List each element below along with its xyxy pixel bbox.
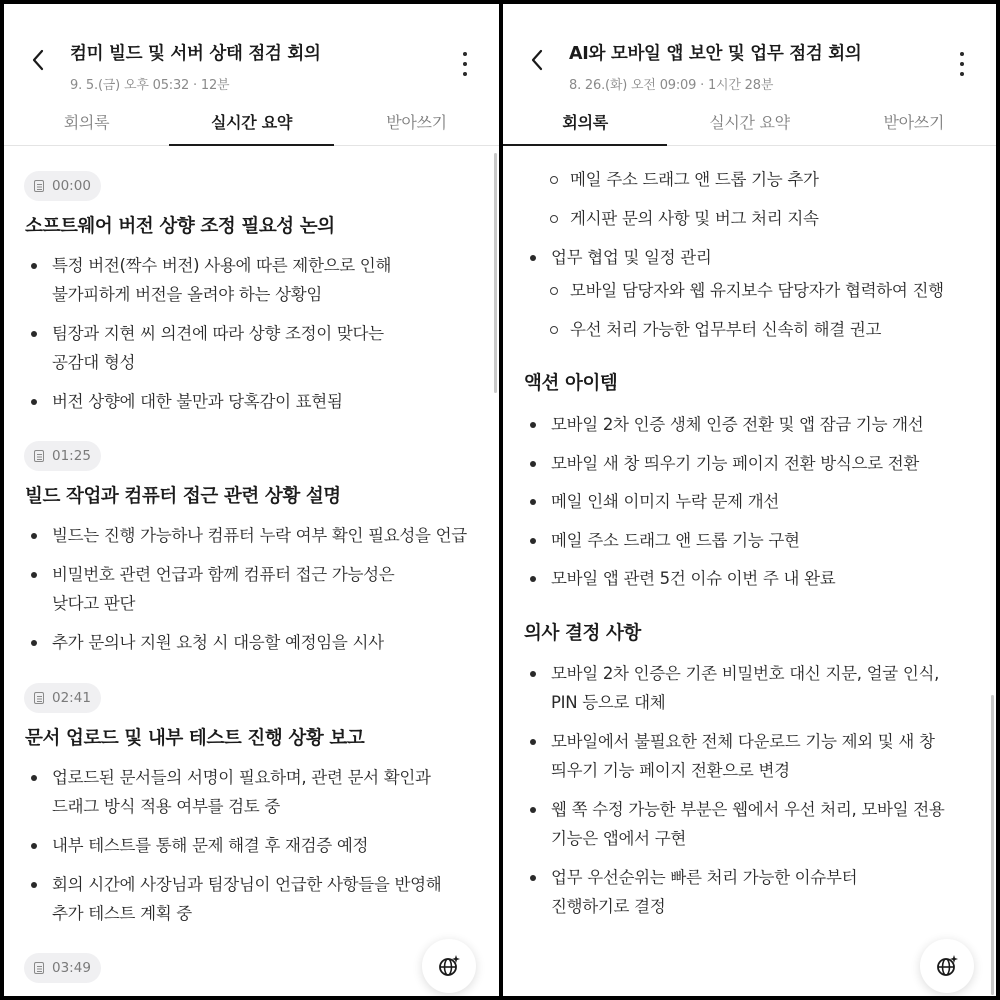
sub-bullet [570, 315, 881, 344]
bullet-dot [31, 399, 37, 405]
action-item [551, 487, 779, 516]
action-item [551, 526, 800, 555]
bullet-dot [31, 775, 37, 781]
summary-bullet [52, 831, 368, 860]
bullet-dot [550, 326, 558, 334]
bullet-line: 우선 처리 가능한 업무부터 신속히 해결 권고 [570, 320, 882, 339]
bullet-dot [530, 807, 536, 813]
bullet-line: 드래그 방식 적용 여부를 검토 중 [52, 797, 281, 816]
bullet-line: 공감대 형성 [52, 353, 136, 372]
action-items-title: 액션 아이템 [524, 373, 618, 394]
translate-fab[interactable] [920, 939, 974, 993]
summary-bullet [52, 319, 384, 377]
document-icon [34, 180, 44, 192]
tab-live-summary[interactable]: 실시간 요약 [169, 104, 334, 145]
minutes-content[interactable] [503, 147, 996, 996]
timestamp-text: 03:49 [52, 960, 91, 976]
bullet-line: 모바일 새 창 띄우기 기능 페이지 전환 방식으로 전환 [551, 453, 919, 473]
bullet-line: 메일 주소 드래그 앤 드롭 기능 구현 [551, 530, 800, 550]
bullet-line: 업무 우선순위는 빠른 처리 가능한 이슈부터 [551, 868, 858, 887]
summary-bullet [52, 521, 467, 550]
bullet-line: 모바일 담당자와 웹 유지보수 담당자가 협력하여 진행 [570, 281, 944, 300]
bullet-line: 빌드는 진행 가능하나 컴퓨터 누락 여부 확인 필요성을 언급 [52, 526, 467, 545]
bullet-dot [530, 671, 536, 677]
meeting-subtitle: 8. 26.(화) 오전 09:09 · 1시간 28분 [569, 78, 774, 93]
bullet-line: 모바일 2차 인증은 기존 비밀번호 대신 지문, 얼굴 인식, [551, 664, 940, 683]
bullet-line: 진행하기로 결정 [551, 897, 666, 916]
sub-bullet [570, 165, 819, 194]
bullet-dot [31, 882, 37, 888]
summary-bullet [52, 870, 441, 928]
bullet-line: 모바일에서 불필요한 전체 다운로드 기능 제외 및 새 창 [551, 732, 935, 751]
action-item [551, 449, 919, 478]
more-vertical-icon[interactable] [453, 50, 477, 78]
more-vertical-icon[interactable] [950, 50, 974, 78]
scrollbar[interactable] [991, 695, 994, 995]
bullet-dot [31, 263, 37, 269]
meeting-title: AI와 모바일 앱 보안 및 업무 점검 회의 [569, 44, 862, 64]
bullet-line: 버전 상향에 대한 불만과 당혹감이 표현됨 [52, 392, 343, 411]
bullet-line: 업로드된 문서들의 서명이 필요하며, 관련 문서 확인과 [52, 768, 431, 787]
decision-item [551, 863, 857, 921]
decision-item [551, 795, 945, 853]
tab-minutes[interactable]: 회의록 [503, 104, 667, 145]
summary-content[interactable] [4, 147, 499, 996]
tab-live-summary[interactable]: 실시간 요약 [709, 113, 790, 132]
bullet-line: 비밀번호 관련 언급과 함께 컴퓨터 접근 가능성은 [52, 565, 395, 584]
chevron-left-icon [30, 48, 46, 72]
back-button[interactable] [523, 46, 551, 74]
bullet-dot [530, 255, 536, 261]
bullet-line: 낮다고 판단 [52, 594, 136, 613]
bullet-dot [550, 215, 558, 223]
summary-bullet [52, 387, 343, 416]
document-icon [34, 692, 44, 704]
right-screen [503, 4, 996, 996]
sub-bullet [570, 204, 819, 233]
chevron-left-icon [529, 48, 545, 72]
translate-fab[interactable] [422, 939, 476, 993]
bullet-line: 띄우기 기능 페이지 전환으로 변경 [551, 761, 790, 780]
action-item [551, 410, 923, 439]
left-screen [4, 4, 499, 996]
bullet-dot [31, 843, 37, 849]
bullet-line: 웹 쪽 수정 가능한 부분은 웹에서 우선 처리, 모바일 전용 [551, 800, 945, 819]
timestamp-chip[interactable] [24, 683, 101, 713]
bullet-dot [530, 461, 536, 467]
summary-bullet [52, 560, 394, 618]
bullet-dot [31, 640, 37, 646]
bullet-dot [31, 331, 37, 337]
timestamp-chip[interactable] [24, 171, 101, 201]
timestamp-chip[interactable] [24, 953, 101, 983]
bullet-dot [530, 538, 536, 544]
section-title: 빌드 작업과 컴퓨터 접근 관련 상황 설명 [25, 486, 341, 507]
bullet-dot [550, 287, 558, 295]
timestamp-chip[interactable] [24, 441, 101, 471]
tab-transcript[interactable]: 받아쓰기 [386, 113, 447, 132]
meeting-title: 컴미 빌드 및 서버 상태 점검 회의 [70, 44, 321, 64]
decisions-title: 의사 결정 사항 [524, 623, 641, 644]
bullet-dot [31, 533, 37, 539]
main-bullet [551, 243, 712, 272]
timestamp-text: 00:00 [52, 178, 91, 194]
bullet-line: 특정 버전(짝수 버전) 사용에 따른 제한으로 인해 [52, 256, 392, 275]
meeting-subtitle: 9. 5.(금) 오후 05:32 · 12분 [70, 78, 230, 93]
bullet-dot [530, 875, 536, 881]
bullet-line: 팀장과 지현 씨 의견에 따라 상향 조정이 맞다는 [52, 324, 384, 343]
scrollbar[interactable] [494, 153, 497, 393]
bullet-line: 모바일 앱 관련 5건 이슈 이번 주 내 완료 [551, 569, 836, 589]
bullet-line: 회의 시간에 사장님과 팀장님이 언급한 사항들을 반영해 [52, 875, 442, 894]
bullet-dot [530, 576, 536, 582]
summary-bullet [52, 628, 384, 657]
bullet-line: 모바일 2차 인증 생체 인증 전환 및 앱 잠금 기능 개선 [551, 415, 924, 434]
tab-transcript[interactable]: 받아쓰기 [883, 113, 945, 132]
bullet-line: 게시판 문의 사항 및 버그 처리 지속 [570, 209, 819, 228]
bullet-line: 기능은 앱에서 구현 [551, 829, 687, 848]
bullet-dot [530, 499, 536, 505]
back-button[interactable] [24, 46, 52, 74]
summary-bullet [52, 763, 431, 821]
bullet-line: 업무 협업 및 일정 관리 [551, 248, 712, 267]
tab-minutes[interactable]: 회의록 [63, 113, 110, 132]
sub-bullet [570, 276, 944, 305]
bullet-line: 내부 테스트를 통해 문제 해결 후 재검증 예정 [52, 836, 369, 855]
timestamp-text: 01:25 [52, 448, 91, 464]
section-title: 소프트웨어 버전 상향 조정 필요성 논의 [25, 216, 335, 237]
bullet-line: 추가 테스트 계획 중 [52, 904, 192, 923]
bullet-line: 불가피하게 버전을 올려야 하는 상황임 [52, 285, 323, 304]
bullet-dot [530, 422, 536, 428]
document-icon [34, 450, 44, 462]
bullet-dot [550, 176, 558, 184]
timestamp-text: 02:41 [52, 690, 91, 706]
bullet-line: 메일 인쇄 이미지 누락 문제 개선 [551, 492, 780, 512]
header [503, 4, 996, 100]
bullet-dot [530, 739, 536, 745]
header [4, 4, 499, 100]
bullet-line: PIN 등으로 대체 [551, 693, 666, 712]
bullet-dot [31, 572, 37, 578]
bullet-line: 메일 주소 드래그 앤 드롭 기능 추가 [570, 170, 819, 189]
action-item [551, 564, 835, 593]
tab-bar [4, 104, 499, 146]
summary-bullet [52, 251, 391, 309]
globe-sparkle-icon [437, 954, 461, 978]
globe-sparkle-icon [935, 954, 959, 978]
decision-item [551, 727, 935, 785]
bullet-line: 추가 문의나 지원 요청 시 대응할 예정임을 시사 [52, 633, 384, 652]
tab-bar [503, 104, 996, 146]
document-icon [34, 962, 44, 974]
decision-item [551, 659, 939, 717]
section-title: 문서 업로드 및 내부 테스트 진행 상황 보고 [25, 728, 365, 749]
